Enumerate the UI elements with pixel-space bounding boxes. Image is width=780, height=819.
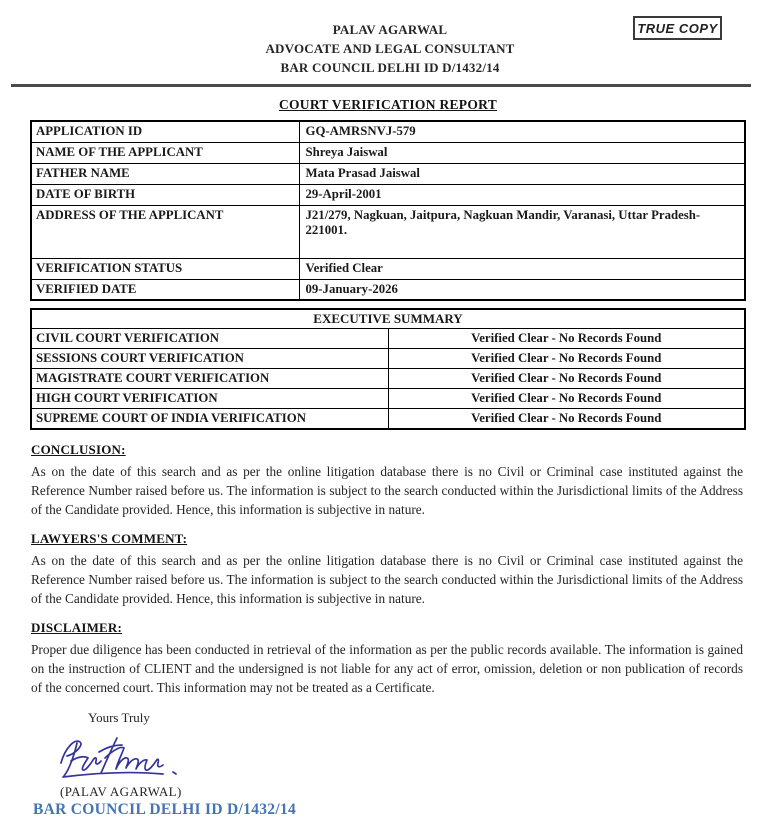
- field-label: ADDRESS OF THE APPLICANT: [31, 205, 299, 258]
- field-value: Verified Clear - No Records Found: [388, 389, 745, 409]
- field-label: MAGISTRATE COURT VERIFICATION: [31, 369, 388, 389]
- field-label: SESSIONS COURT VERIFICATION: [31, 349, 388, 369]
- applicant-details-table: [30, 120, 746, 301]
- table-row: [31, 163, 745, 184]
- section-body-lawyers-comment: As on the date of this search and as per the online litigation database there is no Civil or Criminal case instituted against the Reference Number raised before us. The information is subject to the search conducted within the Jurisdictional limits of the Address of the Candidate provided. Hence, this information is subjective in nature.: [31, 553, 743, 606]
- letterhead-bar-council-id: BAR COUNCIL DELHI ID D/1432/14: [280, 60, 500, 75]
- true-copy-label: TRUE COPY: [637, 20, 718, 36]
- table-header-row: [31, 309, 745, 329]
- field-label: VERIFIED DATE: [31, 279, 299, 300]
- field-value: 09-January-2026: [299, 279, 745, 300]
- field-label: DATE OF BIRTH: [31, 184, 299, 205]
- field-value: 29-April-2001: [299, 184, 745, 205]
- field-label: HIGH COURT VERIFICATION: [31, 389, 388, 409]
- closing-salutation: Yours Truly: [88, 710, 150, 725]
- section-heading-conclusion: CONCLUSION:: [31, 442, 126, 457]
- signatory-bar-council-id: BAR COUNCIL DELHI ID D/1432/14: [33, 801, 297, 818]
- table-row: [31, 121, 745, 142]
- field-value: Shreya Jaiswal: [299, 142, 745, 163]
- field-value: J21/279, Nagkuan, Jaitpura, Nagkuan Mandir, Varanasi, Uttar Pradesh-221001.: [299, 205, 745, 258]
- field-value: Verified Clear - No Records Found: [388, 409, 745, 430]
- field-value: Verified Clear: [299, 258, 745, 279]
- table-row: [31, 142, 745, 163]
- section-body-conclusion: As on the date of this search and as per the online litigation database there is no Civil or Criminal case instituted against the Reference Number raised before us. The information is subject to the search conducted within the Jurisdictional limits of the Address of the Candidate provided. Hence, this information is subjective in nature.: [31, 464, 743, 517]
- field-label: VERIFICATION STATUS: [31, 258, 299, 279]
- table-row: [31, 258, 745, 279]
- field-label: APPLICATION ID: [31, 121, 299, 142]
- handwritten-signature-icon: [55, 730, 205, 782]
- executive-summary-title: EXECUTIVE SUMMARY: [31, 309, 745, 329]
- signature-block: [55, 730, 780, 782]
- advocate-name: PALAV AGARWAL: [332, 22, 448, 37]
- report-title-row: [30, 96, 746, 114]
- section-lawyers-comment: [31, 530, 750, 608]
- table-row: [31, 184, 745, 205]
- field-value: Mata Prasad Jaiswal: [299, 163, 745, 184]
- table-row: [31, 409, 745, 430]
- section-disclaimer: [31, 619, 750, 697]
- table-row: [31, 329, 745, 349]
- section-body-disclaimer: Proper due diligence has been conducted in retrieval of the information as per the public records available. The information is gained on the instruction of CLIENT and the undersigned is not liable for any act of error, omission, deletion or non publication of records of the concerned court. This information may not be treated as a Certificate.: [31, 642, 743, 695]
- field-value: Verified Clear - No Records Found: [388, 349, 745, 369]
- header-divider: [11, 84, 751, 87]
- section-heading-lawyers-comment: LAWYERS'S COMMENT:: [31, 531, 188, 546]
- page-title: COURT VERIFICATION REPORT: [278, 97, 498, 112]
- signatory-name: (PALAV AGARWAL): [60, 784, 182, 799]
- field-value: Verified Clear - No Records Found: [388, 369, 745, 389]
- field-value: GQ-AMRSNVJ-579: [299, 121, 745, 142]
- field-value: Verified Clear - No Records Found: [388, 329, 745, 349]
- executive-summary-table: [30, 308, 746, 430]
- table-row: [31, 205, 745, 258]
- field-label: SUPREME COURT OF INDIA VERIFICATION: [31, 409, 388, 430]
- true-copy-stamp: [633, 16, 722, 40]
- advocate-title: ADVOCATE AND LEGAL CONSULTANT: [265, 41, 515, 56]
- field-label: CIVIL COURT VERIFICATION: [31, 329, 388, 349]
- section-conclusion: [31, 441, 750, 519]
- section-heading-disclaimer: DISCLAIMER:: [31, 620, 123, 635]
- table-row: [31, 369, 745, 389]
- table-row: [31, 279, 745, 300]
- table-row: [31, 389, 745, 409]
- field-label: FATHER NAME: [31, 163, 299, 184]
- field-label: NAME OF THE APPLICANT: [31, 142, 299, 163]
- table-row: [31, 349, 745, 369]
